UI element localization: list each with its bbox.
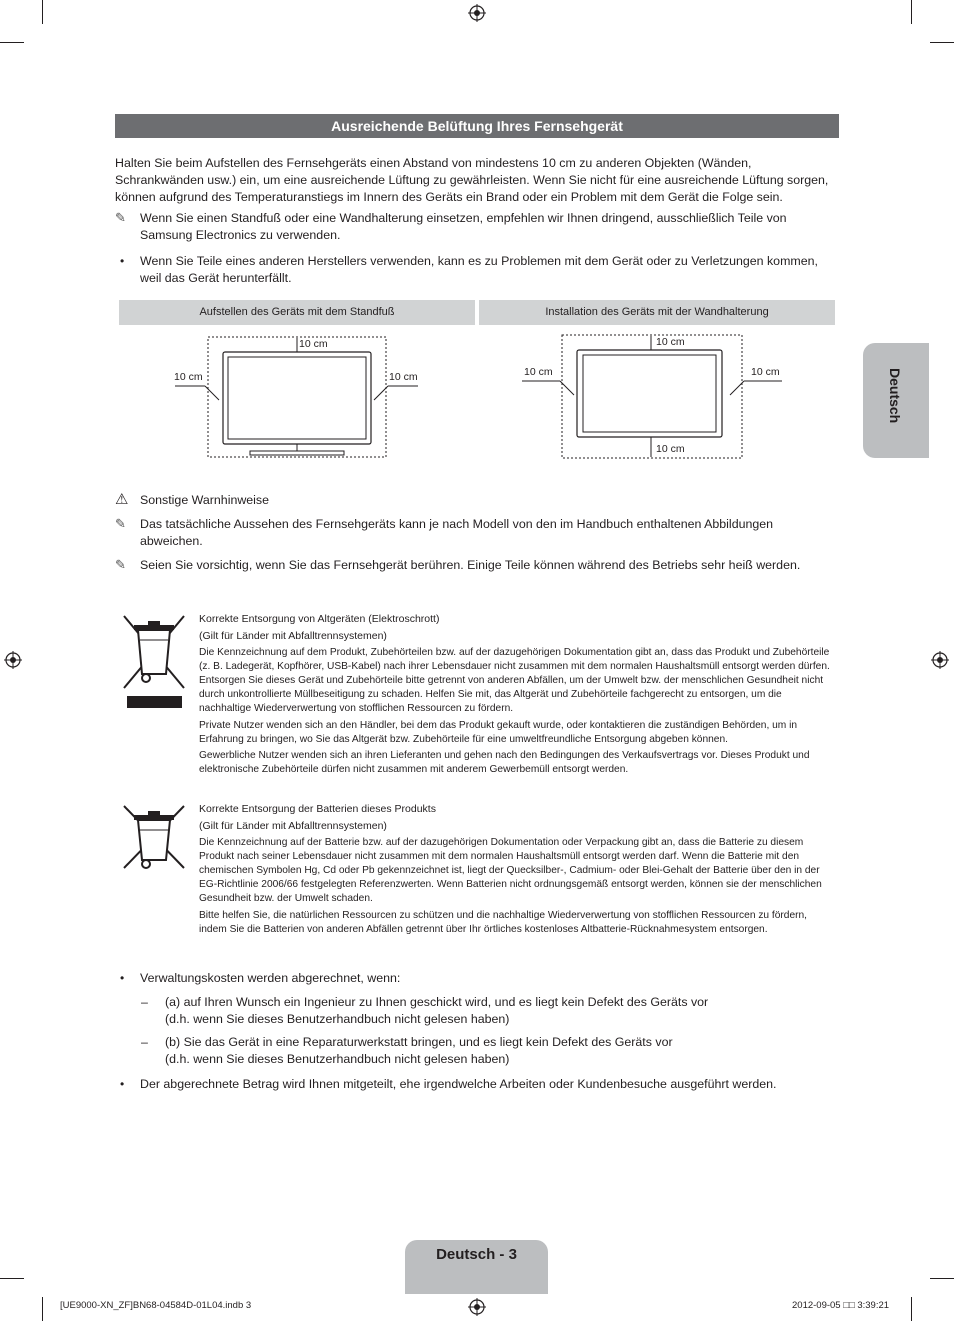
battery-paragraph: Bitte helfen Sie, die natürlichen Ressourcen zu schützen und die nachhaltige Wiederverwertung von stofflichen Ressourcen zu fördern, indem Sie die Batterien von anderen Abfällen getrennt über Ihr örtliches kostenloses Altbatterie-Rücknahmesystem entsorgen. (199, 910, 808, 935)
registration-mark-icon (468, 1298, 486, 1316)
registration-mark-icon (931, 651, 949, 669)
print-slug-right: 2012-09-05 □□ 3:39:21 (792, 1300, 890, 1311)
costs-case-b-detail: (d.h. wenn Sie dieses Benutzerhandbuch nicht gelesen haben) (165, 1052, 510, 1066)
weee-paragraph: Die Kennzeichnung auf dem Produkt, Zubehörteilen bzw. auf der dazugehörigen Dokumentation gibt an, dass das Produkt und Zubehörteile (z. B. Ladegerät, Kopfhörer, USB-Kabel) nach ihrer Lebensdauer nicht zusammen mit dem normalen Haushaltsmüll entsorgt werden dürfen. Entsorgen Sie dieses Gerät und Zubehörteile bitte getrennt von anderen Abfällen, um der Umwelt bzw. der menschlichen Gesundheit nicht durch unkontrollierte Müllbeseitigung zu schaden. Helfen Sie mit, das Altgerät und Zubehörteile fachgerecht zu entsorgen, um die nachhaltige Wiederverwertung von stofflichen Ressourcen zu fördern. (199, 647, 830, 714)
costs-case-a: (a) auf Ihren Wunsch ein Ingenieur zu Ihnen geschickt wird, und es liegt kein Defekt des Geräts vor (165, 995, 709, 1009)
crop-mark (911, 0, 912, 24)
distance-label: 10 cm (299, 338, 328, 350)
note-icon: ✎ (115, 210, 126, 225)
weee-paragraph: Gewerbliche Nutzer wenden sich an ihren Lieferanten und gehen nach den Bedingungen des Verkaufsvertrags vor. Dieses Produkt und elektronische Zubehörteile dürfen nicht zusammen mit anderem Gewerbemüll entsorgt werden. (199, 750, 810, 775)
warning-icon: ⚠ (115, 491, 129, 508)
costs-last-bullet: Der abgerechnete Betrag wird Ihnen mitgeteilt, ehe irgendwelche Arbeiten oder Kundenbesuche ausgeführt werden. (140, 1077, 777, 1091)
note-samsung-parts: Wenn Sie einen Standfuß oder eine Wandhalterung einsetzen, empfehlen wir Ihnen dringend, ausschließlich Teile von Samsung Electronics zu verwenden. (140, 211, 787, 242)
bullet-icon: • (120, 1077, 125, 1091)
page-number-tab: Deutsch - 3 (405, 1240, 548, 1294)
distance-label: 10 cm (389, 371, 418, 383)
costs-case-a-detail: (d.h. wenn Sie dieses Benutzerhandbuch nicht gelesen haben) (165, 1012, 510, 1026)
weee-subtitle: (Gilt für Länder mit Abfalltrennsystemen) (199, 630, 387, 642)
note-appearance: Das tatsächliche Aussehen des Fernsehgeräts kann je nach Modell von den im Handbuch enthaltenen Abbildungen abweichen. (140, 517, 774, 548)
bullet-icon: • (120, 254, 125, 268)
dash-icon: – (141, 1035, 148, 1049)
battery-title: Korrekte Entsorgung der Batterien dieses Produkts (199, 803, 436, 815)
section-title: Ausreichende Belüftung Ihres Fernsehgerät (115, 114, 839, 138)
crop-mark (930, 1278, 954, 1279)
distance-label: 10 cm (524, 366, 553, 378)
distance-label: 10 cm (751, 366, 780, 378)
costs-bullet: Verwaltungskosten werden abgerechnet, wenn: (140, 971, 401, 985)
note-icon: ✎ (115, 516, 126, 531)
registration-mark-icon (468, 4, 486, 22)
print-slug-left: [UE9000-XN_ZF]BN68-04584D-01L04.indb 3 (60, 1300, 252, 1311)
note-hot-parts: Seien Sie vorsichtig, wenn Sie das Fernsehgerät berühren. Einige Teile können während des Betriebs sehr heiß werden. (140, 558, 801, 572)
battery-subtitle: (Gilt für Länder mit Abfalltrennsystemen) (199, 820, 387, 832)
distance-label: 10 cm (174, 371, 203, 383)
tv-wall-diagram (520, 333, 785, 461)
distance-label: 10 cm (656, 336, 685, 348)
bullet-icon: • (120, 971, 125, 985)
bullet-other-manufacturer: Wenn Sie Teile eines anderen Herstellers verwenden, kann es zu Problemen mit dem Gerät oder zu Verletzungen kommen, weil das Gerät herunterfällt. (140, 254, 818, 285)
crop-mark (42, 1297, 43, 1321)
crop-mark (0, 42, 24, 43)
dash-icon: – (141, 995, 148, 1009)
language-side-tab (863, 343, 929, 458)
note-icon: ✎ (115, 557, 126, 572)
crossed-bin-icon (120, 612, 188, 710)
figure-wall-title: Installation des Geräts mit der Wandhalterung (479, 300, 835, 325)
weee-paragraph: Private Nutzer wenden sich an den Händler, bei dem das Produkt gekauft wurde, oder kontaktieren die zuständigen Behörden, um in Erfahrung zu bringen, wo Sie das Altgerät bzw. Zubehörteile für eine umweltfreundliche Entsorgung abgeben können. (199, 720, 798, 745)
crop-mark (42, 0, 43, 24)
weee-title: Korrekte Entsorgung von Altgeräten (Elektroschrott) (199, 613, 440, 625)
costs-case-b: (b) Sie das Gerät in eine Reparaturwerkstatt bringen, und es liegt kein Defekt des Geräts vor (165, 1035, 673, 1049)
crossed-bin-battery-icon (120, 802, 188, 872)
warnings-heading: Sonstige Warnhinweise (140, 493, 270, 507)
intro-paragraph: Halten Sie beim Aufstellen des Fernsehgeräts einen Abstand von mindestens 10 cm zu anderen Objekten (Wänden, Schrankwänden usw.) ein, um eine ausreichende Lüftung zu gewährleisten. Wenn Sie nicht für eine ausreichende Lüftung sorgen, können aufgrund des Temperaturanstiegs im Innern des Geräts ein Brand oder ein Problem mit dem Gerät die Folge sein. (115, 156, 829, 204)
figure-stand-title: Aufstellen des Geräts mit dem Standfuß (119, 300, 475, 325)
distance-label: 10 cm (656, 443, 685, 455)
crop-mark (930, 42, 954, 43)
tv-stand-diagram (170, 334, 430, 460)
language-side-tab-label: Deutsch (887, 368, 903, 424)
crop-mark (911, 1297, 912, 1321)
crop-mark (0, 1278, 24, 1279)
battery-paragraph: Die Kennzeichnung auf der Batterie bzw. auf der dazugehörigen Dokumentation oder Verpackung gibt an, dass die Batterie zu diesem Produkt nach seiner Lebensdauer nicht zusammen mit dem normalen Haushaltsmüll entsorgt werden darf. Wenn die Batterie mit den chemischen Symbolen Hg, Cd oder Pb gekennzeichnet ist, liegt der Quecksilber-, Cadmium- oder Blei-Gehalt der Batterie über den in der EG-Richtlinie 2006/66 festgelegten Referenzwerten. Wenn Batterien nicht ordnungsgemäß entsorgt werden, können sie der menschlichen Gesundheit bzw. der Umwelt schaden. (199, 837, 822, 904)
registration-mark-icon (4, 651, 22, 669)
